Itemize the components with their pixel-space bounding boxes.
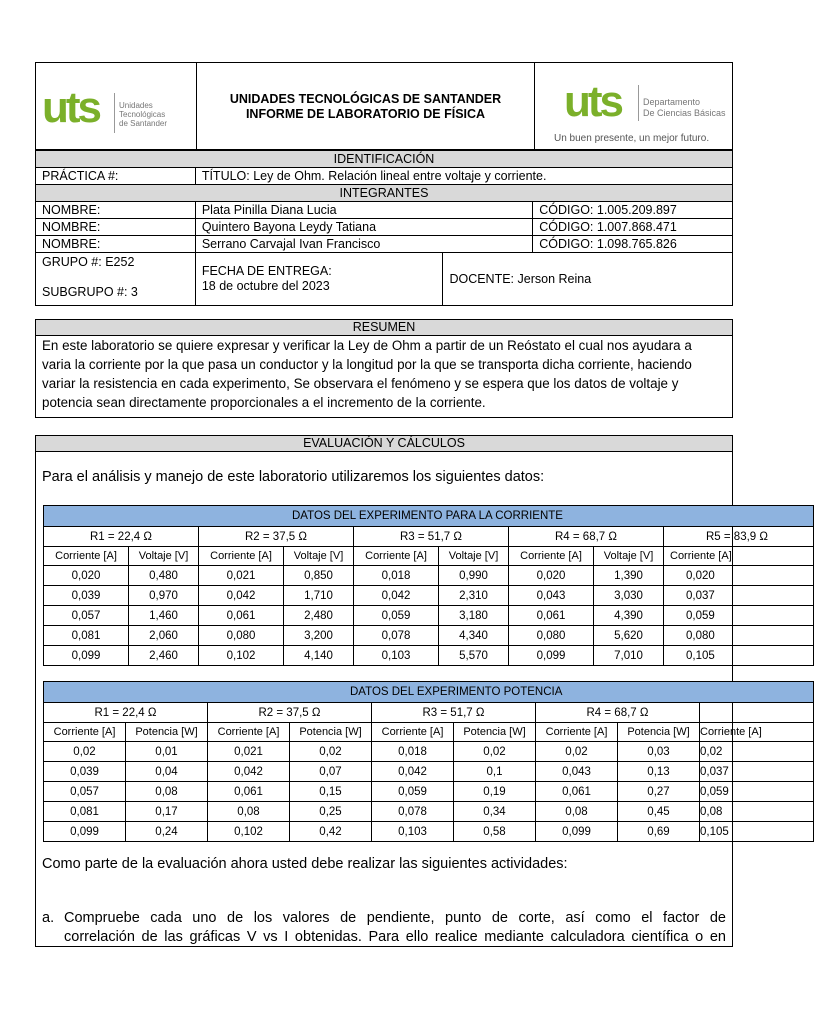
table-cell: 0,08 [208,802,290,822]
table-cell: 0,020 [664,566,814,586]
logo-slogan: Un buen presente, un mejor futuro. [554,133,710,144]
table-cell: 0,69 [618,822,700,842]
table-cell: 0,057 [44,606,129,626]
table-cell: 0,080 [664,626,814,646]
column-header: Potencia [W] [454,723,536,742]
resistor-header: R1 = 22,4 Ω [44,527,199,547]
summary-heading: RESUMEN [36,320,732,336]
table-row [44,606,814,626]
table-cell: 0,043 [536,762,618,782]
member-code: CÓDIGO: 1.098.765.826 [533,236,733,253]
summary-text [36,336,732,412]
column-header: Potencia [W] [618,723,700,742]
table-cell: 0,08 [700,802,814,822]
delivery-date-label: FECHA DE ENTREGA: [201,264,332,278]
uts-right-logo-mark: uts [564,77,621,126]
member-row [36,219,733,236]
power-table-title: DATOS DEL EXPERIMENTO POTENCIA [44,682,814,703]
table-cell: 0,021 [199,566,284,586]
table-cell: 0,45 [618,802,700,822]
table-cell: 0,08 [536,802,618,822]
table-cell: 0,34 [454,802,536,822]
table-cell: 0,080 [199,626,284,646]
evaluation-intro: Para el análisis y manejo de este laboratorio utilizaremos los siguientes datos: [42,469,545,485]
list-marker: a. [42,910,55,926]
resistor-header: R3 = 51,7 Ω [372,703,536,723]
table-cell: 0,24 [126,822,208,842]
table-row [44,646,814,666]
table-cell: 0,02 [454,742,536,762]
table-cell: 0,990 [439,566,509,586]
report-type: INFORME DE LABORATORIO DE FÍSICA [245,107,486,121]
member-code: CÓDIGO: 1.005.209.897 [533,202,733,219]
table-cell: 0,081 [44,626,129,646]
table-cell: 0,02 [700,742,814,762]
table-row [44,742,814,762]
current-data-table [43,505,814,666]
practica-label: PRÁCTICA #: [36,168,196,185]
table-cell: 0,020 [44,566,129,586]
table-cell: 0,850 [284,566,354,586]
table-cell: 0,105 [664,646,814,666]
table-cell: 0,018 [354,566,439,586]
logo-divider [114,93,115,133]
member-row [36,236,733,253]
resistor-header: R2 = 37,5 Ω [208,703,372,723]
table-cell: 2,060 [129,626,199,646]
table-cell: 0,099 [509,646,594,666]
table-cell: 0,042 [199,586,284,606]
column-header: Corriente [A] [44,723,126,742]
activities-intro: Como parte de la evaluación ahora usted debe realizar las siguientes actividades: [42,856,568,872]
report-title [197,92,534,122]
uts-right-logo-text [643,97,726,119]
table-row [44,822,814,842]
delivery-date-value: 18 de octubre del 2023 [201,279,330,293]
column-header: Voltaje [V] [284,547,354,566]
table-cell: 0,037 [700,762,814,782]
current-table-title: DATOS DEL EXPERIMENTO PARA LA CORRIENTE [44,506,814,527]
member-code: CÓDIGO: 1.007.868.471 [533,219,733,236]
table-cell: 0,103 [372,822,454,842]
power-table-clip [43,681,768,841]
table-cell: 0,102 [199,646,284,666]
member-name: Serrano Carvajal Ivan Francisco [195,236,532,253]
table-cell: 0,02 [44,742,126,762]
table-cell: 1,390 [594,566,664,586]
table-cell: 2,480 [284,606,354,626]
table-cell: 0,081 [44,802,126,822]
member-label: NOMBRE: [36,219,196,236]
table-cell: 3,180 [439,606,509,626]
resistor-header: R3 = 51,7 Ω [354,527,509,547]
table-cell: 0,42 [290,822,372,842]
summary-line: variar la resistencia en cada experimento, Se observara el fenómeno y se espera que los datos de voltaje y [42,376,679,391]
column-header: Corriente [A] [44,547,129,566]
table-cell: 0,061 [208,782,290,802]
resistor-header: R5 = 83,9 Ω [664,527,814,547]
table-cell: 0,042 [372,762,454,782]
table-cell: 0,059 [372,782,454,802]
table-cell: 0,02 [290,742,372,762]
activity-item-a-line: Compruebe cada uno de los valores de pendiente, punto de corte, así como el factor de [64,910,726,926]
table-cell: 0,102 [208,822,290,842]
table-cell: 0,970 [129,586,199,606]
logo-line: de Santander [119,119,168,128]
table-row [44,566,814,586]
teacher-name: DOCENTE: Jerson Reina [443,253,733,306]
resistor-header: R4 = 68,7 Ω [509,527,664,547]
column-header: Corriente [A] [664,547,814,566]
table-cell: 0,07 [290,762,372,782]
member-label: NOMBRE: [36,202,196,219]
table-cell: 0,057 [44,782,126,802]
table-cell: 0,080 [509,626,594,646]
table-row [44,626,814,646]
uts-right-logo [542,77,732,147]
practica-title: TÍTULO: Ley de Ohm. Relación lineal entre voltaje y corriente. [195,168,732,185]
column-header: Potencia [W] [290,723,372,742]
table-cell: 0,042 [208,762,290,782]
resistor-header [700,703,814,723]
report-header [35,62,733,150]
integrantes-heading: INTEGRANTES [36,185,733,202]
table-row [44,782,814,802]
table-cell: 0,042 [354,586,439,606]
table-cell: 5,570 [439,646,509,666]
summary-line: potencia sean directamente proporcionales a el incremento de la corriente. [42,395,486,410]
power-table-body [44,742,814,842]
identification-table [35,150,733,306]
table-cell: 0,061 [509,606,594,626]
table-row [44,802,814,822]
table-cell: 0,099 [44,646,129,666]
column-header: Corriente [A] [372,723,454,742]
column-header: Corriente [A] [700,723,814,742]
table-cell: 0,02 [536,742,618,762]
logo-line: Departamento [643,97,701,107]
table-cell: 0,039 [44,762,126,782]
current-table-body [44,566,814,666]
table-cell: 7,010 [594,646,664,666]
table-cell: 1,710 [284,586,354,606]
summary-line: varia la corriente por la que pasa un conductor y la longitud por la que se transporta dicha corriente, haciendo [42,357,692,372]
summary-line: En este laboratorio se quiere expresar y verificar la Ley de Ohm a partir de un Reóstato el cual nos ayudara a [42,338,692,353]
member-name: Plata Pinilla Diana Lucia [195,202,532,219]
member-name: Quintero Bayona Leydy Tatiana [195,219,532,236]
table-cell: 0,020 [509,566,594,586]
power-data-table [43,681,814,842]
table-cell: 0,061 [199,606,284,626]
table-row [44,586,814,606]
table-cell: 0,059 [700,782,814,802]
member-label: NOMBRE: [36,236,196,253]
table-cell: 0,25 [290,802,372,822]
table-cell: 0,03 [618,742,700,762]
table-cell: 0,1 [454,762,536,782]
member-row [36,202,733,219]
institution-name: UNIDADES TECNOLÓGICAS DE SANTANDER [229,92,502,106]
table-cell: 0,043 [509,586,594,606]
table-cell: 0,099 [536,822,618,842]
table-row [44,762,814,782]
group-number: GRUPO #: E252 [42,255,135,269]
table-cell: 0,078 [354,626,439,646]
column-header: Corriente [A] [199,547,284,566]
table-cell: 0,58 [454,822,536,842]
logo-line: De Ciencias Básicas [643,108,726,118]
table-cell: 0,08 [126,782,208,802]
column-header: Corriente [A] [208,723,290,742]
group-cell [36,253,196,306]
table-cell: 0,037 [664,586,814,606]
table-cell: 0,103 [354,646,439,666]
current-table-clip [43,505,768,665]
table-cell: 0,04 [126,762,208,782]
column-header: Voltaje [V] [594,547,664,566]
table-cell: 4,140 [284,646,354,666]
table-cell: 0,17 [126,802,208,822]
table-cell: 1,460 [129,606,199,626]
column-header: Potencia [W] [126,723,208,742]
column-header: Corriente [A] [509,547,594,566]
subgroup-number: SUBGRUPO #: 3 [42,285,138,299]
column-header: Voltaje [V] [439,547,509,566]
table-cell: 2,310 [439,586,509,606]
table-cell: 4,340 [439,626,509,646]
table-cell: 0,018 [372,742,454,762]
evaluation-heading: EVALUACIÓN Y CÁLCULOS [36,436,732,452]
table-cell: 0,15 [290,782,372,802]
table-cell: 0,105 [700,822,814,842]
table-cell: 3,030 [594,586,664,606]
column-header: Corriente [A] [354,547,439,566]
activity-item-a-line: correlación de las gráficas V vs I obtenidas. Para ello realice mediante calculadora científica o en [64,929,726,945]
resistor-header: R1 = 22,4 Ω [44,703,208,723]
summary-section [35,319,733,418]
table-cell: 0,021 [208,742,290,762]
logo-divider [638,85,639,121]
delivery-date-cell [195,253,443,306]
table-cell: 2,460 [129,646,199,666]
logo-line: Tecnológicas [119,110,166,119]
uts-left-logo-mark: uts [42,83,99,132]
table-cell: 0,059 [664,606,814,626]
logo-line: Unidades [119,101,153,110]
resistor-header: R4 = 68,7 Ω [536,703,700,723]
table-cell: 0,01 [126,742,208,762]
table-cell: 4,390 [594,606,664,626]
table-cell: 0,13 [618,762,700,782]
table-cell: 0,19 [454,782,536,802]
column-header: Voltaje [V] [129,547,199,566]
table-cell: 0,061 [536,782,618,802]
table-cell: 5,620 [594,626,664,646]
table-cell: 0,078 [372,802,454,822]
table-cell: 0,099 [44,822,126,842]
table-cell: 0,059 [354,606,439,626]
table-cell: 0,27 [618,782,700,802]
table-cell: 3,200 [284,626,354,646]
column-header: Corriente [A] [536,723,618,742]
resistor-header: R2 = 37,5 Ω [199,527,354,547]
table-cell: 0,039 [44,586,129,606]
uts-left-logo [42,83,192,141]
table-cell: 0,480 [129,566,199,586]
identification-heading: IDENTIFICACIÓN [36,151,733,168]
uts-left-logo-text [119,101,167,128]
